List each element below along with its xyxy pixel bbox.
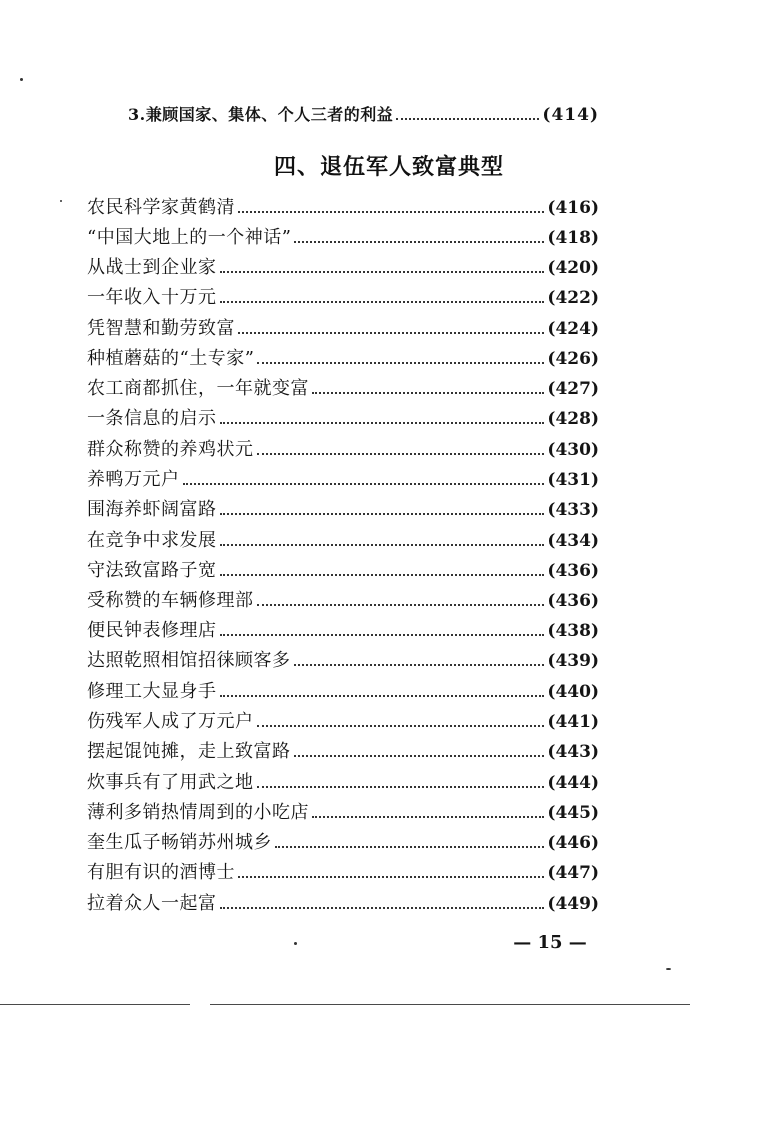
dot-leader (312, 392, 544, 394)
dot-leader (294, 664, 545, 666)
toc-entry (87, 617, 599, 643)
toc-entry-title: 从战士到企业家 (87, 257, 217, 278)
dot-leader (220, 422, 545, 424)
toc-entry (87, 194, 599, 220)
toc-entry (87, 769, 599, 795)
page-number: — 15 — (513, 932, 587, 953)
toc-entry (87, 708, 599, 734)
toc-entry-page: (424) (547, 319, 599, 339)
toc-entry-title: 守法致富路子宽 (87, 560, 217, 581)
dot-leader (183, 483, 545, 485)
toc-entry-page: (444) (547, 773, 599, 793)
toc-entry (87, 890, 599, 916)
dot-leader (257, 362, 544, 364)
toc-entry (87, 496, 599, 522)
toc-entry-title: 农工商都抓住，一年就变富 (87, 378, 309, 399)
toc-entry (87, 254, 599, 280)
toc-entry-page: (430) (547, 440, 599, 460)
toc-entry (87, 738, 599, 764)
toc-entry-title: 群众称赞的养鸡状元 (87, 439, 254, 460)
toc-entry-title: 薄利多销热情周到的小吃店 (87, 802, 309, 823)
scan-speck (20, 78, 23, 81)
toc-entry-page: (428) (547, 409, 599, 429)
toc-entry-page: (416) (547, 198, 599, 218)
section-heading: 四、退伍军人致富典型 (273, 155, 504, 180)
toc-entry-title: 拉着众人一起富 (87, 893, 217, 914)
toc-entry-page: (422) (547, 288, 599, 308)
toc-entry-title: 摆起馄饨摊，走上致富路 (87, 741, 291, 762)
dot-leader (396, 118, 539, 120)
dot-leader (294, 241, 544, 243)
toc-entry-title: 一年收入十万元 (87, 287, 217, 308)
toc-entry (87, 466, 599, 492)
dot-leader (220, 544, 545, 546)
dot-leader (257, 453, 545, 455)
dot-leader (220, 574, 545, 576)
dot-leader (257, 604, 545, 606)
toc-entry-page: (449) (547, 894, 599, 914)
toc-entry-page: (436) (547, 561, 599, 581)
toc-entry (87, 557, 599, 583)
toc-entry-page: (443) (547, 742, 599, 762)
toc-entry (87, 799, 599, 825)
dot-leader (257, 725, 545, 727)
toc-entry-page: (446) (547, 833, 599, 853)
toc-entry-title: 农民科学家黄鹤清 (87, 197, 235, 218)
toc-entry (87, 436, 599, 462)
toc-entry-title: 养鸭万元户 (87, 469, 180, 490)
toc-entry (87, 678, 599, 704)
toc-entry-title: 便民钟表修理店 (87, 620, 217, 641)
toc-entry (87, 315, 599, 341)
toc-entry-title: 伤残军人成了万元户 (87, 711, 254, 732)
dot-leader (312, 816, 544, 818)
toc-entry-title: 奎生瓜子畅销苏州城乡 (87, 832, 272, 853)
dot-leader (238, 211, 544, 213)
toc-entry-page: (439) (547, 651, 599, 671)
toc-entry-title: 种植蘑菇的“土专家” (87, 348, 255, 369)
toc-entry-page: (418) (547, 228, 599, 248)
toc-entry-title: 凭智慧和勤劳致富 (87, 318, 235, 339)
toc-entry-title: 一条信息的启示 (87, 408, 217, 429)
toc-entry-page: (434) (547, 531, 599, 551)
toc-entry-title: 有胆有识的酒博士 (87, 862, 235, 883)
toc-entry-page: (427) (547, 379, 599, 399)
toc-entry (87, 405, 599, 431)
toc-entry-title: 3.兼顾国家、集体、个人三者的利益 (128, 105, 394, 124)
footer-rule (210, 1004, 690, 1005)
toc-entry-title: 达照乾照相馆招徕顾客多 (87, 650, 291, 671)
dot-leader (220, 271, 545, 273)
footer-rule (0, 1004, 190, 1005)
dot-leader (220, 907, 545, 909)
toc-entry-title: 炊事兵有了用武之地 (87, 772, 254, 793)
dot-leader (275, 846, 544, 848)
toc-entry-page: (440) (547, 682, 599, 702)
toc-entry-page: (431) (547, 470, 599, 490)
toc-entry-title: 围海养虾阔富路 (87, 499, 217, 520)
toc-entry-title: 受称赞的车辆修理部 (87, 590, 254, 611)
toc-entry (87, 284, 599, 310)
toc-entry (87, 859, 599, 885)
toc-entry (87, 345, 599, 371)
toc-entry-page: (420) (547, 258, 599, 278)
toc-entry (87, 647, 599, 673)
toc-entry-title: 修理工大显身手 (87, 681, 217, 702)
dot-leader (294, 755, 545, 757)
scan-speck (666, 968, 671, 970)
toc-entry-page: (441) (547, 712, 599, 732)
toc-entry-page: (438) (547, 621, 599, 641)
toc-entry-title: “中国大地上的一个神话” (87, 227, 292, 248)
dot-leader (238, 876, 544, 878)
toc-entry (87, 224, 599, 250)
toc-entry (128, 101, 599, 127)
toc-entry (87, 527, 599, 553)
dot-leader (220, 634, 545, 636)
dot-leader (220, 513, 545, 515)
toc-entry-page: (447) (547, 863, 599, 883)
toc-entry-page: (433) (547, 500, 599, 520)
toc-entry-page: (445) (547, 803, 599, 823)
toc-entry-page: (436) (547, 591, 599, 611)
toc-entry-page: (414) (542, 105, 599, 125)
scan-speck (294, 942, 297, 945)
toc-entry (87, 829, 599, 855)
toc-entry (87, 587, 599, 613)
dot-leader (220, 695, 545, 697)
dot-leader (220, 301, 545, 303)
toc-entry (87, 375, 599, 401)
toc-entry-title: 在竞争中求发展 (87, 530, 217, 551)
toc-entry-page: (426) (547, 349, 599, 369)
scan-speck (60, 200, 62, 202)
dot-leader (257, 786, 545, 788)
dot-leader (238, 332, 544, 334)
